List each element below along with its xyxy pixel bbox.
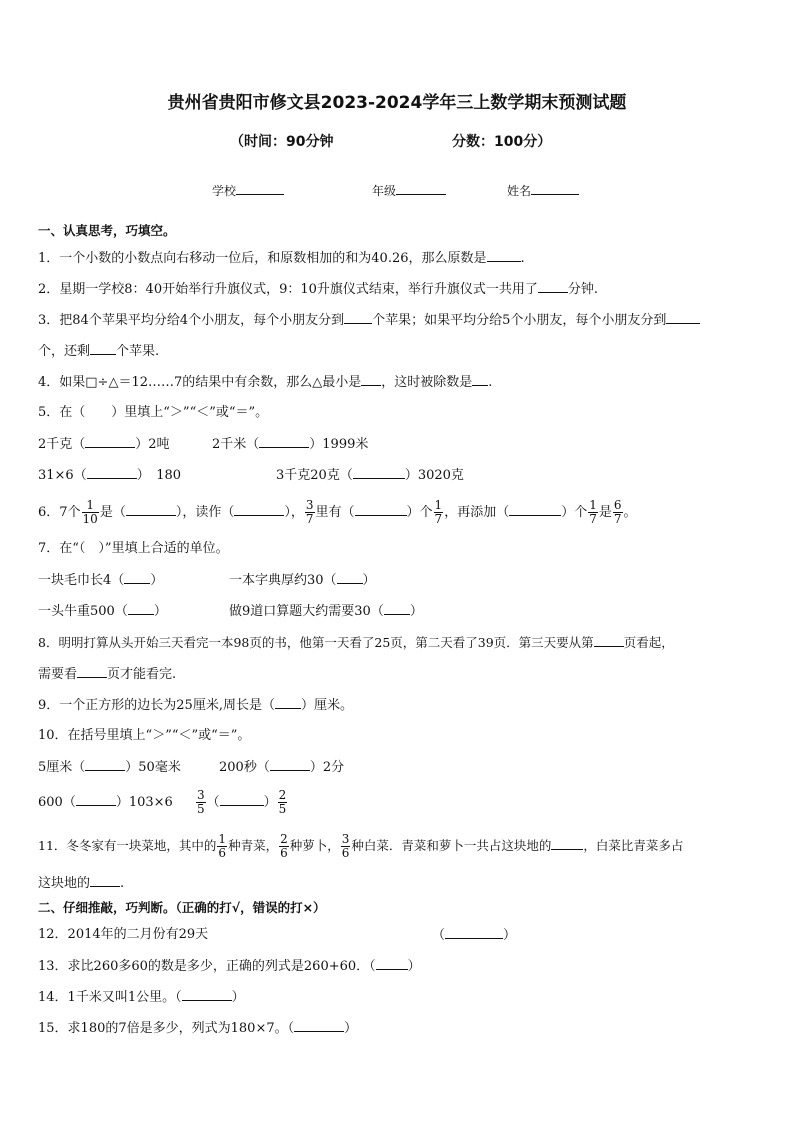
- question-10-c: 600（ ）103×6: [38, 795, 173, 810]
- school-blank: [236, 182, 284, 195]
- time-info: （时间：90分钟: [230, 134, 334, 150]
- question-4: 4．如果□÷△＝12……7的结果中有余数，那么△最小是 ，这时被除数是 .: [38, 375, 493, 390]
- score-info: 分数：100分）: [452, 134, 552, 150]
- section-heading-2: 二、仔细推敲，巧判断。（正确的打√，错误的打×）: [38, 900, 326, 915]
- section-heading-1: 一、认真思考，巧填空。: [38, 223, 176, 238]
- question-7-a: 一块毛巾长4（ ）: [38, 573, 164, 588]
- question-8-line-1: 8．明明打算从头开始三天看完一本98页的书，他第一天看了25页，第二天看了39页．第三天要从第 页看起，: [38, 635, 674, 650]
- question-5-row-2a: 31×6（ ） 180: [38, 468, 182, 483]
- question-7-b: 一本字典厚约30（ ）: [229, 573, 376, 588]
- name-blank: [531, 182, 579, 195]
- question-12: 12．2014年的二月份有29天: [38, 927, 209, 942]
- question-2: 2．星期一学校8：40开始举行升旗仪式，9：10升旗仪式结束，举行升旗仪式一共用了 分钟.: [38, 282, 599, 297]
- question-15: 15．求180的7倍是多少，列式为180×7。（ ）: [38, 1021, 358, 1036]
- question-14: 14．1千米又叫1公里。（ ）: [38, 990, 245, 1005]
- question-12-answer: （ ）: [432, 928, 517, 943]
- grade-label: 年级: [372, 184, 397, 198]
- question-7-c: 一头牛重500（ ）: [38, 604, 167, 619]
- question-11-line-2: 这块地的 .: [38, 876, 125, 891]
- question-10-heading: 10．在括号里填上“＞”“＜”或“＝”。: [38, 728, 251, 743]
- question-8-line-2: 需要看 页才能看完.: [38, 667, 177, 682]
- question-1: 1．一个小数的小数点向右移动一位后，和原数相加的和为40.26，那么原数是 .: [38, 251, 525, 266]
- school-label: 学校: [212, 184, 237, 198]
- page-title: 贵州省贵阳市修文县2023-2024学年三上数学期末预测试题: [167, 93, 627, 113]
- grade-blank: [396, 182, 446, 195]
- question-13: 13．求比260多60的数是多少，正确的列式是260+60．（ ）: [38, 959, 421, 974]
- question-6: 6．7个 $\frac{1}{10}$ 是（ ），读作（ ）， $\frac{3}{7}$ 里有（ ）个 $\frac{1}{7}$ ，再添加（ ）个 $\frac{1}{7}$ 是 $\frac{6}{7}$ 。: [38, 498, 637, 526]
- name-field: [507, 182, 579, 199]
- question-10-a: 5厘米（ ）50毫米: [38, 760, 181, 775]
- question-10-d: $\frac{3}{5}$ （ ） $\frac{2}{5}$: [197, 788, 287, 816]
- question-11-line-1: 11．冬冬家有一块菜地，其中的 $\frac{1}{6}$ 种青菜， $\frac{2}{6}$ 种萝卜， $\frac{3}{6}$ 种白菜．青菜和萝卜一共占这块地的 ，白菜比青菜多占: [38, 832, 684, 860]
- question-7-heading: 7．在“（ ）”里填上合适的单位。: [38, 541, 229, 556]
- school-field: [212, 182, 284, 199]
- grade-field: [372, 182, 446, 199]
- question-5-row-2b: 3千克20克（ ）3020克: [276, 468, 464, 483]
- question-5-row-1b: 2千米（ ）1999米: [212, 437, 369, 452]
- question-3-line-1: 3．把84个苹果平均分给4个小朋友，每个小朋友分到 个苹果；如果平均分给5个小朋友，每个小朋友分到: [38, 311, 700, 330]
- question-5-row-1a: 2千克（ ）2吨: [38, 437, 170, 452]
- name-label: 姓名: [507, 184, 532, 198]
- question-3-line-2: 个，还剩 个苹果.: [38, 344, 160, 359]
- question-7-d: 做9道口算题大约需要30（ ）: [229, 604, 423, 619]
- question-9: 9．一个正方形的边长为25厘米,周长是（ ）厘米。: [38, 698, 353, 713]
- question-5-heading: 5．在（ ）里填上“＞”“＜”或“＝”。: [38, 405, 269, 420]
- question-10-b: 200秒（ ）2分: [219, 760, 345, 775]
